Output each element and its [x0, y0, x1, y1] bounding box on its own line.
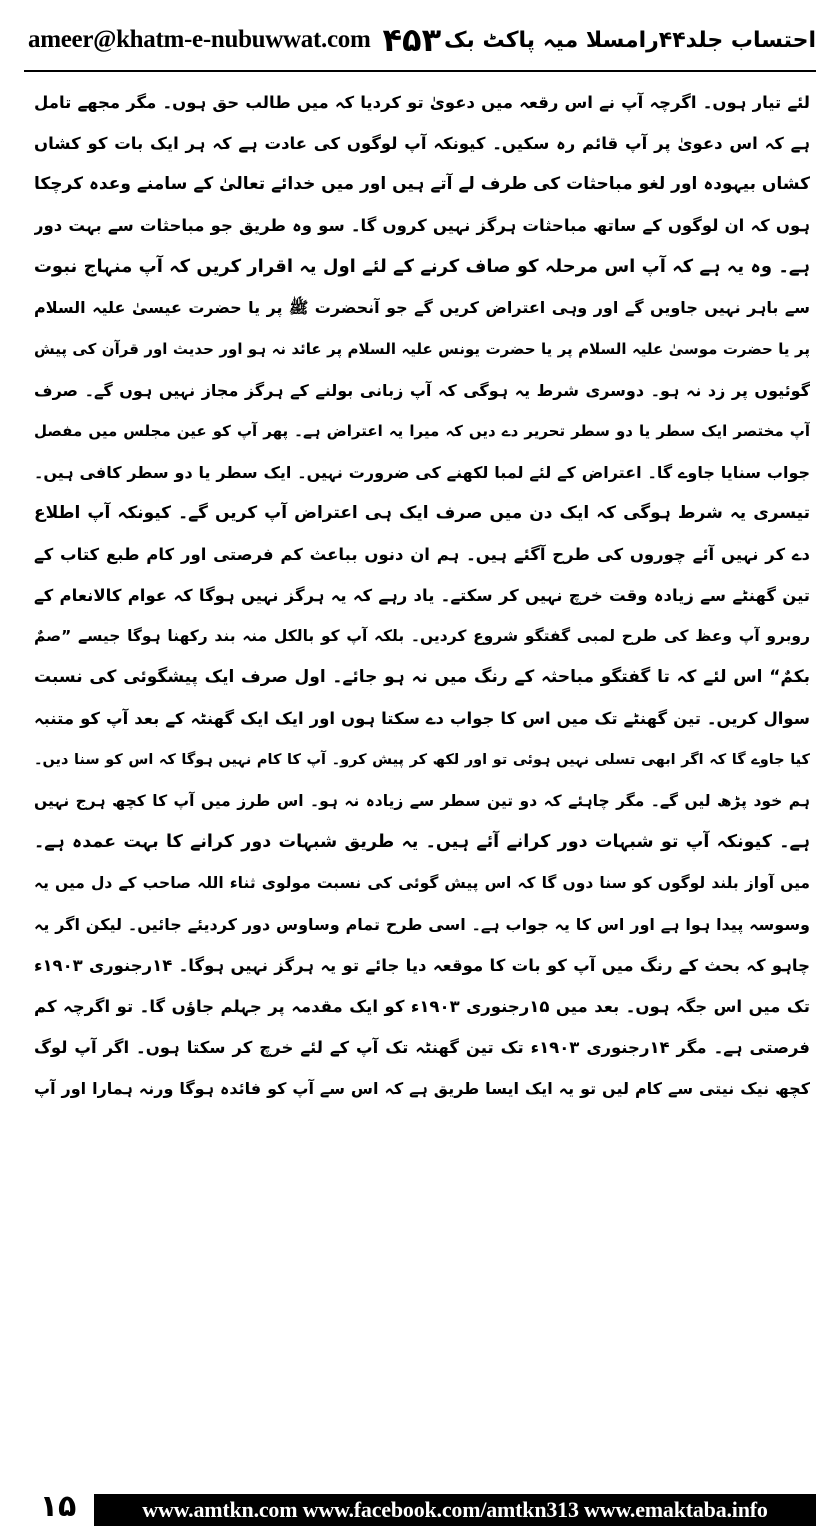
text-line-content: جواب سنایا جاوے گا۔ اعتراض کے لئے لمبا لکھنے کی ضرورت نہیں۔ ایک سطر یا دو سطر کافی ہیں۔ — [34, 462, 810, 482]
text-line-content: کشاں بیہودہ اور لغو مباحثات کی طرف لے آتے ہیں اور میں خدائے تعالیٰ کے سامنے وعدہ کرچکا — [34, 174, 810, 195]
text-line — [34, 452, 810, 493]
text-line — [34, 822, 810, 863]
text-line — [34, 164, 810, 205]
text-line-content: کیا جاوے گا کہ اگر ابھی تسلی نہیں ہوئی تو اور لکھ کر پیش کرو۔ آپ کا کام نہیں ہوگا کہ اس کو سنا دیں۔ — [34, 751, 810, 768]
text-line — [34, 329, 810, 370]
text-line — [34, 698, 810, 739]
text-line-content: میں آواز بلند لوگوں کو سنا دوں گا کہ اس پیش گوئی کی نسبت مولوی ثناء اللہ صاحب کے دل میں یہ — [34, 873, 810, 892]
text-line-content: سے باہر نہیں جاویں گے اور وہی اعتراض کریں گے جو آنحضرت ﷺ پر یا حضرت عیسیٰ علیہ السلام — [34, 298, 810, 318]
text-line — [34, 657, 810, 698]
text-line-content: چاہو کہ بحث کے رنگ میں آپ کو بات کا موقعہ دیا جائے تو یہ ہرگز نہیں ہوگا۔ ۱۴رجنوری ۱۹۰۳ء — [34, 955, 810, 975]
text-line-content: تیسری یہ شرط ہوگی کہ ایک دن میں صرف ایک ہی اعتراض آپ کریں گے۔ کیونکہ آپ اطلاع — [34, 502, 810, 523]
page-header — [28, 14, 816, 66]
text-line — [34, 370, 810, 411]
text-line — [34, 411, 810, 452]
text-line — [34, 945, 810, 986]
text-line-content: بکمٌ“ اس لئے کہ تا گفتگو مباحثہ کے رنگ میں نہ ہو جائے۔ اول صرف ایک پیشگوئی کی نسبت — [34, 667, 810, 688]
text-line-content: ہوں کہ ان لوگوں کے ساتھ مباحثات ہرگز نہیں کروں گا۔ سو وہ طریق جو مباحثات سے بہت دور — [34, 216, 810, 236]
text-line-content: تک میں اس جگہ ہوں۔ بعد میں ۱۵رجنوری ۱۹۰۳ء کو ایک مقدمہ پر جہلم جاؤں گا۔ تو اگرچہ کم — [34, 997, 810, 1017]
text-line-content: فرصتی ہے۔ مگر ۱۴رجنوری ۱۹۰۳ء تک تین گھنٹہ تک آپ کے لئے خرچ کر سکتا ہوں۔ اگر آپ لوگ — [34, 1038, 810, 1058]
text-line — [34, 575, 810, 616]
text-line — [34, 534, 810, 575]
text-line-content: آپ مختصر ایک سطر یا دو سطر تحریر دے دیں کہ میرا یہ اعتراض ہے۔ پھر آپ کو عین مجلس میں مفصل — [34, 421, 810, 440]
header-email: ameer@khatm-e-nubuwwat.com — [28, 26, 371, 53]
header-page-number: ۴۵۳ — [382, 21, 442, 59]
text-line — [34, 1027, 810, 1068]
header-book-title: احتساب جلد۴۴رامسلا میہ پاکٹ بک — [444, 27, 816, 53]
text-line-content: ہے کہ اس دعویٰ پر آپ قائم رہ سکیں۔ کیونکہ آپ لوگوں کی عادت ہے کہ ہر ایک بات کو کشاں — [34, 134, 810, 154]
text-line — [34, 123, 810, 164]
header-left-group — [28, 21, 442, 59]
text-line — [34, 904, 810, 945]
footer-bar — [94, 1494, 816, 1526]
text-line-content: لئے تیار ہوں۔ اگرچہ آپ نے اس رقعہ میں دعویٰ تو کردیا کہ میں طالب حق ہوں۔ مگر مجھے تامل — [34, 93, 810, 112]
text-line-content: گوئیوں پر زد نہ ہو۔ دوسری شرط یہ ہوگی کہ آپ زبانی بولنے کے ہرگز مجاز نہیں ہوں گے۔ صرف — [34, 380, 810, 400]
text-line — [34, 82, 810, 123]
text-line-content: پر یا حضرت موسیٰ علیہ السلام پر یا حضرت یونس علیہ السلام پر عائد نہ ہو اور حدیث اور قرآن کی پیش — [34, 339, 810, 358]
text-line — [34, 1068, 810, 1109]
text-line — [34, 287, 810, 328]
text-line-content: سوال کریں۔ تین گھنٹے تک میں اس کا جواب دے سکتا ہوں اور ایک ایک گھنٹہ کے بعد آپ کو متنبہ — [34, 709, 810, 729]
text-line-content: ہے۔ وہ یہ ہے کہ آپ اس مرحلہ کو صاف کرنے کے لئے اول یہ اقرار کریں کہ آپ منہاج نبوت — [34, 256, 810, 278]
text-line — [34, 616, 810, 657]
footer-page-number: ۱۵ — [39, 1488, 77, 1524]
text-line-content: دے کر نہیں آئے چوروں کی طرح آگئے ہیں۔ ہم ان دنوں بباعث کم فرصتی اور کام طبع کتاب کے — [34, 545, 810, 565]
text-line-content: ہم خود پڑھ لیں گے۔ مگر چاہئے کہ دو تین سطر سے زیادہ نہ ہو۔ اس طرز میں آپ کا کچھ ہرج نہیں — [34, 791, 810, 810]
text-line-content: کچھ نیک نیتی سے کام لیں تو یہ ایک ایسا طریق ہے کہ اس سے آپ کو فائدہ ہوگا ورنہ ہمارا اور آپ — [34, 1079, 810, 1099]
text-line — [34, 781, 810, 822]
text-line — [34, 205, 810, 246]
text-line-content: وسوسہ پیدا ہوا ہے اور اس کا یہ جواب ہے۔ اسی طرح تمام وساوس دور کردیئے جائیں۔ لیکن اگر یہ — [34, 914, 810, 934]
text-line — [34, 246, 810, 287]
header-rule — [24, 70, 816, 72]
footer-links: www.amtkn.com www.facebook.com/amtkn313 www.emaktaba.info — [142, 1497, 768, 1522]
page-footer — [22, 1486, 816, 1526]
text-line — [34, 740, 810, 781]
text-line — [34, 493, 810, 534]
text-line-content: تین گھنٹے سے زیادہ وقت خرچ نہیں کر سکتے۔ یاد رہے کہ یہ ہرگز نہیں ہوگا کہ عوام کالانعام کے — [34, 586, 810, 606]
text-line-content: ہے۔ کیونکہ آپ تو شبہات دور کرانے آئے ہیں۔ یہ طریق شبہات دور کرانے کا بہت عمدہ ہے۔ — [34, 831, 810, 852]
text-line — [34, 986, 810, 1027]
text-line-content: روبرو آپ وعظ کی طرح لمبی گفتگو شروع کردیں۔ بلکہ آپ کو بالکل منہ بند رکھنا ہوگا جیسے ”صمٌ — [34, 627, 810, 646]
body-text — [34, 82, 810, 1480]
text-line — [34, 863, 810, 904]
